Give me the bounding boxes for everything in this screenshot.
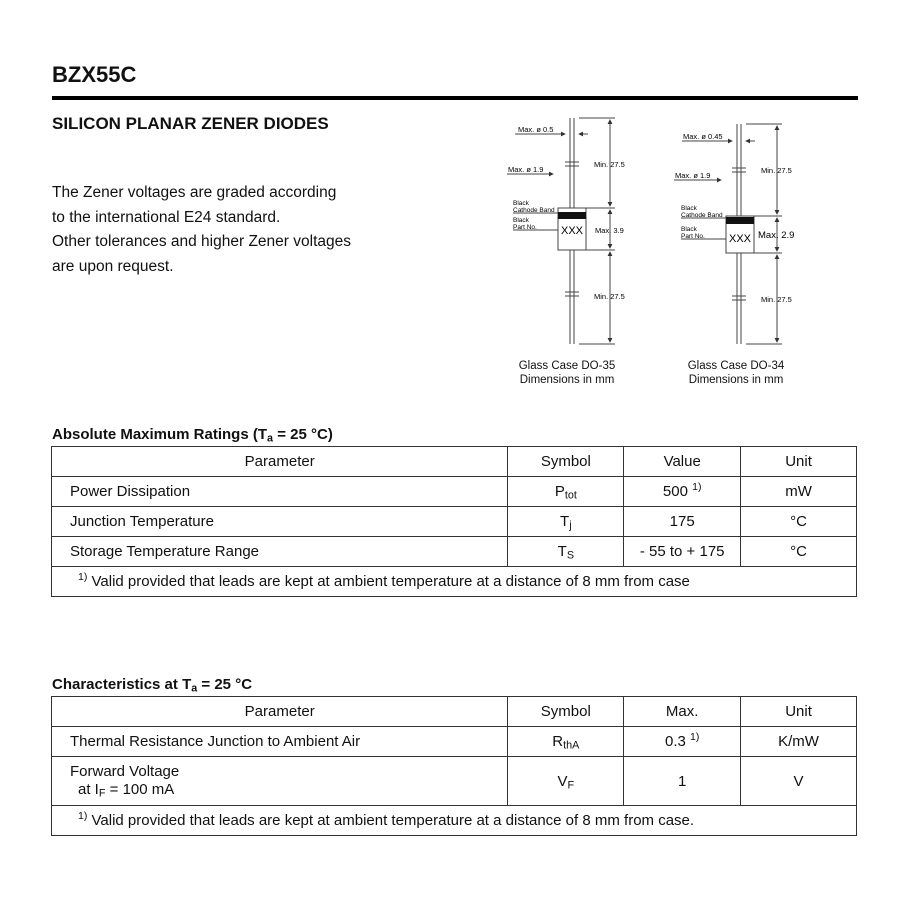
value-cell: 0.3 $^{1)}$ bbox=[624, 727, 741, 757]
description-line: The Zener voltages are graded according bbox=[52, 184, 337, 201]
band-label: Cathode Band bbox=[681, 212, 723, 219]
symbol-cell: $T_j$ bbox=[508, 507, 624, 537]
unit-cell: °C bbox=[741, 537, 857, 567]
symbol-cell: $T_S$ bbox=[508, 537, 624, 567]
table-row bbox=[52, 477, 857, 507]
abs-max-ratings-title: Absolute Maximum Ratings ($T_a = 25$ °C) bbox=[52, 426, 333, 445]
description-line: are upon request. bbox=[52, 257, 174, 275]
header-cell: Max. bbox=[624, 697, 741, 727]
lead-length-bottom-label: Min. 27.5 bbox=[594, 292, 625, 301]
symbol-cell: $P_{tot}$ bbox=[508, 477, 624, 507]
cathode-band bbox=[558, 212, 586, 219]
part-marking: XXX bbox=[560, 225, 584, 237]
value-cell: - 55 to + 175 bbox=[624, 537, 741, 567]
table-header-row bbox=[52, 697, 857, 727]
characteristics-table bbox=[51, 696, 857, 836]
do35-drawing bbox=[507, 118, 625, 344]
description-line: to the international E24 standard. bbox=[52, 208, 281, 226]
footnote-row bbox=[52, 567, 857, 597]
part-label: Black bbox=[681, 226, 697, 233]
band-label: Black bbox=[681, 205, 697, 212]
package-name: Glass Case DO-34 bbox=[687, 360, 785, 372]
parameter-cell: Power Dissipation bbox=[52, 477, 508, 507]
description-text bbox=[52, 181, 412, 279]
description-line: Other tolerances and higher Zener voltages bbox=[52, 233, 351, 250]
value-cell: 175 bbox=[624, 507, 741, 537]
body-diameter-label: Max. ø 1.9 bbox=[508, 165, 544, 174]
do35-caption bbox=[507, 359, 627, 387]
header-cell: Symbol bbox=[508, 697, 624, 727]
footnote-row bbox=[52, 806, 857, 836]
unit-cell: K/mW bbox=[741, 727, 857, 757]
unit-cell: °C bbox=[741, 507, 857, 537]
part-label: Part No. bbox=[513, 224, 537, 231]
header-cell: Value bbox=[624, 447, 741, 477]
lead-diameter-label: Max. ø 0.45 bbox=[683, 132, 723, 141]
table-row bbox=[52, 507, 857, 537]
value-cell: 1 bbox=[624, 757, 741, 806]
body-length-label: Max. 2.9 bbox=[758, 230, 795, 241]
abs-max-ratings-table bbox=[51, 446, 857, 597]
footnote: $^{1)}$ Valid provided that leads are kept at ambient temperature at a distance of 8 mm from case. bbox=[52, 806, 857, 836]
lead-length-top-label: Min. 27.5 bbox=[594, 160, 625, 169]
dimension-units: Dimensions in mm bbox=[688, 374, 784, 386]
page-subtitle: SILICON PLANAR ZENER DIODES bbox=[52, 114, 329, 133]
parameter-cell: Junction Temperature bbox=[52, 507, 508, 537]
parameter-cell: Forward Voltage at $I_F = 100$ mA bbox=[52, 757, 508, 806]
title-rule bbox=[52, 96, 858, 100]
characteristics-title: Characteristics at $T_a = 25$ °C bbox=[52, 676, 253, 695]
footnote: $^{1)}$ Valid provided that leads are kept at ambient temperature at a distance of 8 mm from case bbox=[52, 567, 857, 597]
dimension-units: Dimensions in mm bbox=[519, 374, 615, 386]
do34-caption bbox=[676, 359, 796, 387]
do34-drawing bbox=[674, 124, 794, 344]
part-label: Black bbox=[513, 217, 529, 224]
part-marking: XXX bbox=[728, 233, 752, 245]
cathode-band bbox=[726, 217, 754, 224]
header-cell: Symbol bbox=[508, 447, 624, 477]
header-cell: Parameter bbox=[52, 697, 508, 727]
band-label: Black bbox=[513, 200, 529, 207]
header-cell: Unit bbox=[741, 447, 857, 477]
body-diameter-label: Max. ø 1.9 bbox=[675, 171, 711, 180]
symbol-cell: $R_{thA}$ bbox=[508, 727, 624, 757]
band-label: Cathode Band bbox=[513, 207, 555, 214]
part-label: Part No. bbox=[681, 233, 705, 240]
parameter-cell: Thermal Resistance Junction to Ambient Air bbox=[52, 727, 508, 757]
lead-length-top-label: Min. 27.5 bbox=[761, 166, 792, 175]
lead-length-bottom-label: Min. 27.5 bbox=[761, 295, 792, 304]
table-row bbox=[52, 537, 857, 567]
lead-diameter-label: Max. ø 0.5 bbox=[518, 125, 554, 134]
parameter-cell: Storage Temperature Range bbox=[52, 537, 508, 567]
unit-cell: mW bbox=[741, 477, 857, 507]
package-name: Glass Case DO-35 bbox=[518, 360, 616, 372]
unit-cell: V bbox=[741, 757, 857, 806]
body-length-label: Max. 3.9 bbox=[595, 226, 624, 235]
table-header-row bbox=[52, 447, 857, 477]
package-drawings bbox=[495, 112, 815, 357]
part-number-title: BZX55C bbox=[52, 62, 137, 87]
table-row bbox=[52, 727, 857, 757]
value-cell: 500 $^{1)}$ bbox=[624, 477, 741, 507]
header-cell: Parameter bbox=[52, 447, 508, 477]
symbol-cell: $V_F$ bbox=[508, 757, 624, 806]
header-cell: Unit bbox=[741, 697, 857, 727]
table-row bbox=[52, 757, 857, 806]
